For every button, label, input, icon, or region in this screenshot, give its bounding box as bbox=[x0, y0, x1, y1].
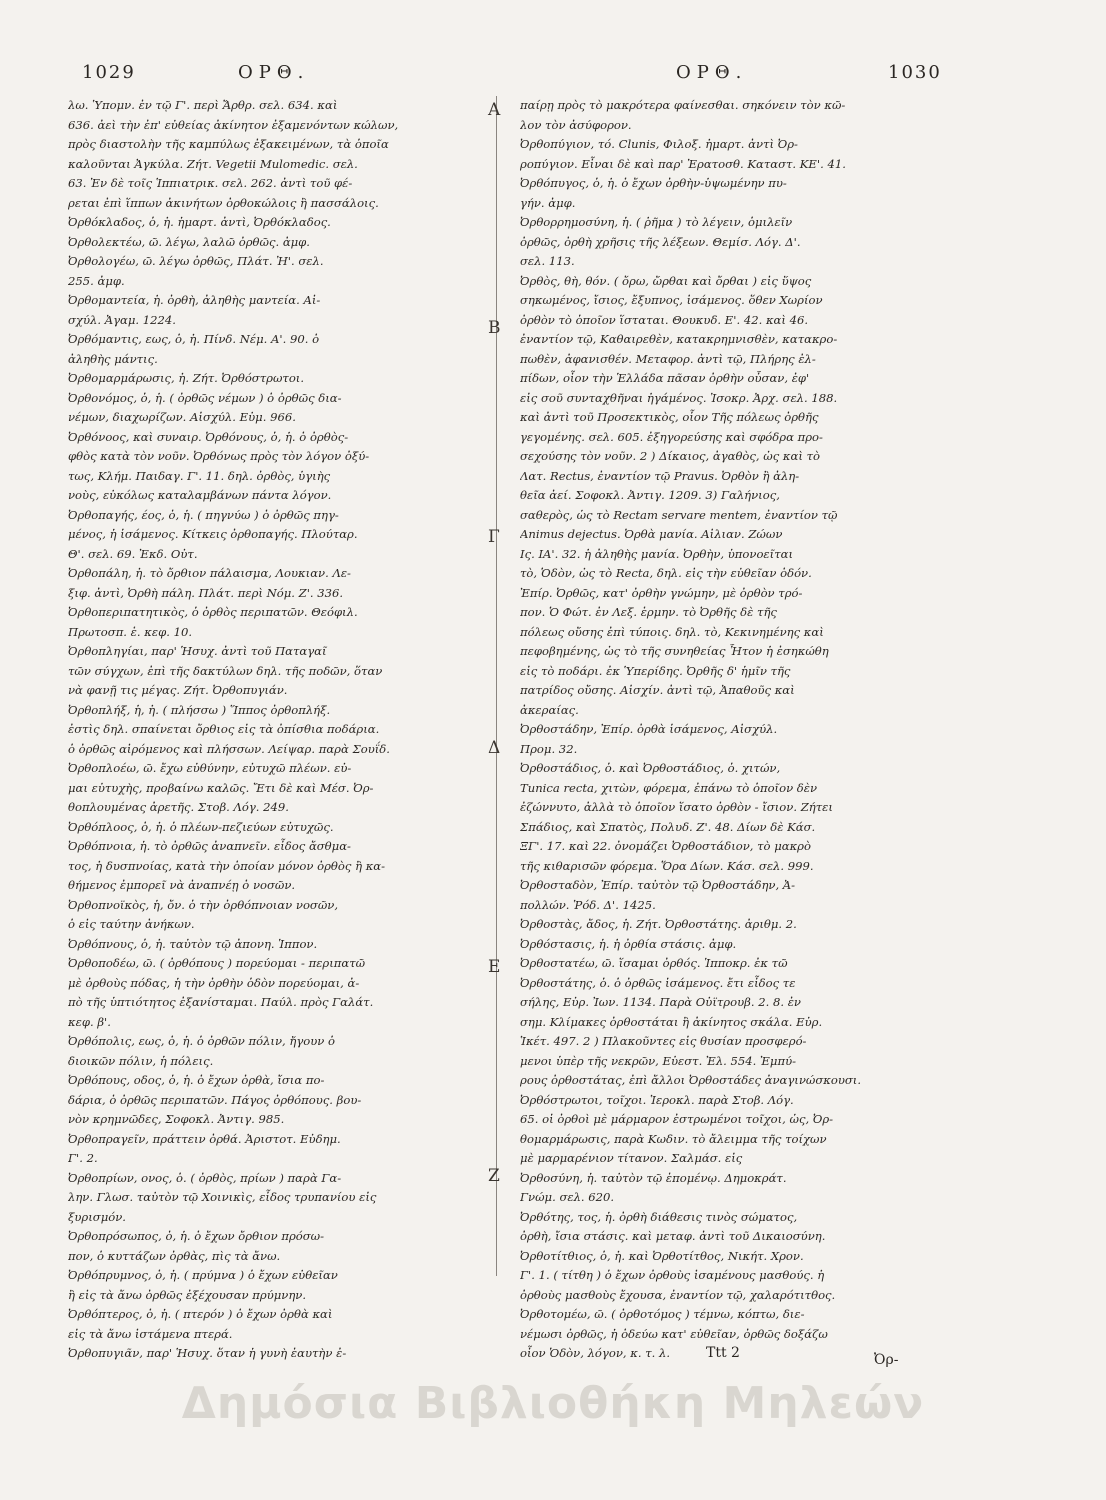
text-line: ἐζώννυτο, ἀλλὰ τὸ ὁποῖον ἵσατο ὀρθὸν - ἴσιον. Ζήτει bbox=[520, 800, 833, 814]
margin-letter: B bbox=[488, 318, 501, 338]
text-line: Ἐπίρ. Ὀρθῶς, κατ' ὀρθὴν γνώμην, μὲ ὀρθὸν τρό- bbox=[520, 585, 803, 600]
text-line: λον τὸν ἀσύφορον. bbox=[520, 117, 632, 132]
text-line: Ὀρθότης, τος, ἡ. ὀρθὴ διάθεσις τινὸς σώματος, bbox=[520, 1209, 798, 1224]
text-line: πρὸς διαστολὴν τῆς καμπύλως ἐξακειμένων, τὰ ὁποῖα bbox=[68, 137, 389, 151]
text-line: Προμ. 32. bbox=[520, 741, 578, 756]
text-line: τῆς κιθαρισῶν φόρεμα. Ὅρα Δίων. Κάσ. σελ. 999. bbox=[520, 858, 814, 873]
text-line: ρεται ἐπὶ ἵππων ἀκινήτων ὀρθοκώλοις ἢ πασσάλοις. bbox=[68, 195, 379, 210]
text-line: λω. Ὑπομν. ἐν τῷ Γ'. περὶ Ἄρθρ. σελ. 634. καὶ bbox=[68, 98, 338, 112]
text-line: Ὀρθόπους, οδος, ὁ, ἡ. ὁ ἔχων ὀρθὰ, ἴσια πο- bbox=[68, 1073, 325, 1087]
text-line: Ὀρθοστάτης, ὁ. ὁ ὀρθῶς ἱσάμενος. ἔτι εἶδος τε bbox=[520, 975, 796, 990]
text-line: 63. Ἐν δὲ τοῖς Ἱππιατρικ. σελ. 262. ἀντὶ τοῦ φέ- bbox=[68, 176, 353, 190]
text-line: νέμων, διαχωρίζων. Αἰσχύλ. Εὐμ. 966. bbox=[68, 410, 296, 424]
text-line: σελ. 113. bbox=[520, 254, 575, 268]
text-line: 255. ἀμφ. bbox=[68, 273, 125, 288]
text-line: Ὀρθόπυγος, ὁ, ἡ. ὁ ἔχων ὀρθὴν-ὑψωμένην πυ- bbox=[520, 176, 787, 190]
text-line: Ὀρθολεκτέω, ῶ. λέγω, λαλῶ ὀρθῶς. ἀμφ. bbox=[68, 234, 310, 249]
text-line: θήμενος ἐμπορεῖ νὰ ἀναπνέῃ ὁ νοσῶν. bbox=[68, 878, 296, 892]
text-line: Ὀρθομαρμάρωσις, ἡ. Ζήτ. Ὀρθόστρωτοι. bbox=[68, 371, 305, 385]
text-line: τὸ, Ὁδὸν, ὡς τὸ Recta, δηλ. εἰς τὴν εὐθεῖαν ὁδόν. bbox=[520, 566, 812, 580]
running-header bbox=[0, 62, 1106, 92]
text-line: Ὀρθοστάδιος, ὁ. καὶ Ὀρθοστάδιος, ὁ. χιτών, bbox=[520, 761, 781, 775]
text-line: Ὀρθομαντεία, ἡ. ὀρθὴ, ἀληθὴς μαντεία. Αἰ- bbox=[68, 293, 321, 307]
text-line: ξυρισμόν. bbox=[68, 1209, 126, 1224]
text-line: Ὀρθοπάλη, ἡ. τὸ ὄρθιον πάλαισμα, Λουκιαν. Λε- bbox=[68, 566, 351, 580]
text-line: Ὀρθόπρυμνος, ὁ, ἡ. ( πρύμνα ) ὁ ἔχων εὐθεῖαν bbox=[68, 1268, 338, 1282]
text-line: καὶ ἀντὶ τοῦ Προσεκτικὸς, οἷον Τῆς πόλεως ὀρθῆς bbox=[520, 410, 819, 424]
text-line: νέμωσι ὀρθῶς, ἡ ὁδεύω κατ' εὐθεῖαν, ὀρθῶς δοξάζω bbox=[520, 1326, 828, 1341]
text-line: ἀκεραίας. bbox=[520, 702, 579, 717]
text-line: σηκωμένος, ἴσιος, ἔξυπνος, ἱσάμενος. ὅθεν Χωρίον bbox=[520, 293, 823, 307]
text-line: Ὀρθοπνοϊκὸς, ἡ, ὄν. ὁ τὴν ὀρθόπνοιαν νοσῶν, bbox=[68, 897, 339, 912]
text-line: Ἱκέτ. 497. 2 ) Πλακοῦντες εἰς θυσίαν προσφερό- bbox=[520, 1034, 807, 1048]
library-watermark: Δημόσια Βιβλιοθήκη Μηλεών bbox=[181, 1378, 925, 1429]
text-line: εἰς τὰ ἄνω ἱστάμενα πτερά. bbox=[68, 1326, 233, 1341]
text-line: Ὀρθοσύνη, ἡ. ταὐτὸν τῷ ἑπομένῳ. Δημοκράτ. bbox=[520, 1170, 787, 1185]
text-line: Ὀρθορρημοσύνη, ἡ. ( ῥῆμα ) τὸ λέγειν, ὁμιλεῖν bbox=[520, 215, 793, 229]
text-line: Θ'. σελ. 69. Ἐκδ. Οὐτ. bbox=[68, 546, 198, 561]
text-line: δάρια, ὁ ὀρθῶς περιπατῶν. Πάγος ὀρθόπους. βου- bbox=[68, 1092, 362, 1107]
text-line: Animus dejectus. Ὀρθὰ μανία. Αἰλιαν. Ζώων bbox=[520, 527, 783, 541]
text-line: ρους ὀρθοστάτας, ἐπὶ ἄλλοι Ὀρθοστάδες ἀναγινώσκουσι. bbox=[520, 1073, 862, 1087]
text-line: Tunica recta, χιτὼν, φόρεμα, ἐπάνω τὸ ὁποῖον δὲν bbox=[520, 780, 818, 795]
text-line: ἢ εἰς τὰ ἄνω ὀρθῶς ἐξέχουσαν πρύμνην. bbox=[68, 1287, 307, 1302]
text-line: πολλών. Ῥόδ. Δ'. 1425. bbox=[520, 897, 656, 912]
text-line: ὀρθοὺς μασθοὺς ἔχουσα, ἐναντίον τῷ, χαλαρότιτθος. bbox=[520, 1287, 836, 1302]
text-line: σεχούσης τὸν νοῦν. 2 ) Δίκαιος, ἀγαθὸς, ὡς καὶ τὸ bbox=[520, 449, 820, 463]
margin-letter: A bbox=[488, 100, 501, 120]
text-line: Ὀρθόκλαδος, ὁ, ἡ. ἡμαρτ. ἀντὶ, Ὀρθόκλαδος. bbox=[68, 215, 331, 229]
text-line: Ὀρθόπτερος, ὁ, ἡ. ( πτερόν ) ὁ ἔχων ὀρθὰ καὶ bbox=[68, 1307, 333, 1321]
text-line: Ὀρθοποδέω, ῶ. ( ὀρθόπους ) πορεύομαι - περιπατῶ bbox=[68, 956, 366, 970]
text-line: γήν. ἀμφ. bbox=[520, 195, 576, 210]
text-line: πωθὲν, ἀφανισθέν. Μεταφορ. ἀντὶ τῷ, Πλήρης ἐλ- bbox=[520, 351, 816, 366]
text-line: Ὀρθοστάδην, Ἐπίρ. ὀρθὰ ἱσάμενος, Αἰσχύλ. bbox=[520, 722, 778, 736]
page-number-right: 1030 bbox=[888, 62, 942, 83]
margin-letter: Δ bbox=[488, 738, 501, 758]
text-line: Ὀρθοπλοέω, ῶ. ἔχω εὐθύνην, εὐτυχῶ πλέων. εὐ- bbox=[68, 761, 352, 775]
text-line: ὁ εἰς ταύτην ἀνήκων. bbox=[68, 917, 195, 931]
text-line: ἐναντίον τῷ, Καθαιρεθὲν, κατακρημνισθὲν, κατακρο- bbox=[520, 332, 838, 346]
text-line: Ὀρθοτίτθιος, ὁ, ἡ. καὶ Ὀρθοτίτθος, Νικήτ. Χρον. bbox=[520, 1248, 804, 1263]
margin-letter: Γ bbox=[488, 527, 500, 547]
text-line: τῶν σύγχων, ἐπὶ τῆς δακτύλων δηλ. τῆς ποδῶν, ὅταν bbox=[68, 663, 383, 678]
text-line: Ὀρθόπνοια, ἡ. τὸ ὀρθῶς ἀναπνεῖν. εἶδος ἄσθμα- bbox=[68, 839, 351, 853]
text-line: Ὀρθοπαγής, έος, ὁ, ἡ. ( πηγνύω ) ὁ ὀρθῶς πηγ- bbox=[68, 507, 339, 522]
text-line: ὀρθὸν τὸ ὁποῖον ἵσταται. Θουκυδ. Ε'. 42. καὶ 46. bbox=[520, 312, 809, 327]
text-line: Ὀρθὸς, θὴ, θόν. ( ὄρω, ὤρθαι καὶ ὄρθαι ) εἰς ὕψος bbox=[520, 273, 812, 288]
text-line: μένος, ἡ ἱσάμενος. Κίτκεις ὀρθοπαγής. Πλούταρ. bbox=[68, 527, 358, 541]
text-line: Ὀρθοπρόσωπος, ὁ, ἡ. ὁ ἔχων ὄρθιον πρόσω- bbox=[68, 1229, 325, 1243]
text-line: μαι εὐτυχὴς, προβαίνω καλῶς. Ἔτι δὲ καὶ Μέσ. Ὀρ- bbox=[68, 780, 374, 795]
text-line: οἷον Ὁδὸν, λόγον, κ. τ. λ. bbox=[520, 1346, 671, 1360]
text-line: φθὸς κατὰ τὸν νοῦν. Ὀρθόνως πρὸς τὸν λόγον ὀξύ- bbox=[68, 449, 370, 463]
text-line: Ὀρθοσταδὸν, Ἐπίρ. ταὐτὸν τῷ Ὀρθοστάδην, Ἀ- bbox=[520, 878, 796, 892]
text-line: Ὀρθοπύγιον, τό. Clunis, Φιλοξ. ἡμαρτ. ἀντὶ Ὀρ- bbox=[520, 137, 798, 151]
margin-letter: E bbox=[488, 957, 501, 977]
text-line: Ὀρθοστὰς, ἄδος, ἡ. Ζήτ. Ὀρθοστάτης. ἀριθμ. 2. bbox=[520, 917, 797, 931]
text-line: Ὀρθοπυγιᾶν, παρ' Ἡσυχ. ὅταν ἡ γυνὴ ἑαυτὴν ἐ- bbox=[68, 1346, 347, 1360]
text-line: Ὀρθόνοος, καὶ συναιρ. Ὀρθόνους, ὁ, ἡ. ὁ ὀρθὸς- bbox=[68, 429, 349, 444]
text-line: σημ. Κλίμακες ὀρθοστάται ἢ ἀκίνητος σκάλα. Εὐρ. bbox=[520, 1014, 823, 1029]
text-line: πατρίδος οὔσης. Αἰσχίν. ἀντὶ τῷ, Ἀπαθοῦς καὶ bbox=[520, 683, 795, 697]
text-line: Ὀρθοπραγεῖν, πράττειν ὀρθά. Ἀριστοτ. Εὐδημ. bbox=[68, 1131, 341, 1146]
left-column bbox=[68, 96, 476, 1364]
catchword: Ὀρ- bbox=[874, 1352, 899, 1368]
text-line: εἰς σοῦ συνταχθῆναι ἠγάμένος. Ἰσοκρ. Ἀρχ. σελ. 188. bbox=[520, 390, 838, 405]
text-line: Ὀρθόστασις, ἡ. ἡ ὀρθία στάσις. ἀμφ. bbox=[520, 936, 737, 951]
text-line: ροπύγιον. Εἶναι δὲ καὶ παρ' Ἐρατοσθ. Καταστ. ΚΕ'. 41. bbox=[520, 156, 846, 171]
text-line: ὁ ὀρθῶς αἰρόμενος καὶ πλήσσων. Λείψαρ. παρὰ Σουΐδ. bbox=[68, 741, 390, 756]
text-line: ἀληθὴς μάντις. bbox=[68, 351, 158, 366]
text-line: λην. Γλωσ. ταὐτὸν τῷ Χοινικὶς, εἶδος τρυπανίου εἰς bbox=[68, 1190, 377, 1204]
text-line: Ὀρθονόμος, ὁ, ἡ. ( ὀρθῶς νέμων ) ὁ ὀρθῶς δια- bbox=[68, 390, 342, 405]
text-line: ξιφ. ἀντὶ, Ὀρθὴ πάλη. Πλάτ. περὶ Νόμ. Ζ'. 336. bbox=[68, 585, 344, 600]
text-line: πεφοβημένης, ὡς τὸ τῆς συνηθείας Ἦτον ἡ ἐσηκώθη bbox=[520, 644, 829, 658]
text-line: Ὀρθοπεριπατητικὸς, ὁ ὀρθὸς περιπατῶν. Θεόφιλ. bbox=[68, 605, 358, 619]
text-line: γεγομένης. σελ. 605. ἐξηγορεύσης καὶ σφόδρα προ- bbox=[520, 429, 823, 444]
text-line: μὲ ὀρθοὺς πόδας, ἡ τὴν ὀρθὴν ὁδὸν πορεύομαι, ἀ- bbox=[68, 975, 360, 990]
text-line: 65. οἱ ὀρθοὶ μὲ μάρμαρον ἐστρωμένοι τοῖχοι, ὡς, Ὀρ- bbox=[520, 1112, 834, 1126]
text-line: τως, Κλήμ. Παιδαγ. Γ'. 11. δηλ. ὀρθὸς, ὑγιὴς bbox=[68, 468, 331, 483]
text-line: Σπάδιος, καὶ Σπατὸς, Πολυδ. Ζ'. 48. Δίων δὲ Κάσ. bbox=[520, 819, 816, 834]
text-line: Ὀρθοπλήξ, ἡ, ἡ. ( πλήσσω ) Ἵππος ὀρθοπλήξ. bbox=[68, 702, 331, 717]
text-line: Ὀρθοπληγίαι, παρ' Ἡσυχ. ἀντὶ τοῦ Παταγαῖ bbox=[68, 644, 327, 658]
text-line: Πρωτοσπ. ἑ. κεφ. 10. bbox=[68, 624, 193, 639]
text-line: σχύλ. Ἀγαμ. 1224. bbox=[68, 312, 176, 327]
text-line: Γ'. 2. bbox=[68, 1151, 98, 1165]
text-line: Ὀρθόπολις, εως, ὁ, ἡ. ὁ ὀρθῶν πόλιν, ἤγουν ὁ bbox=[68, 1034, 336, 1048]
running-head-left: ΟΡΘ. bbox=[238, 62, 310, 83]
text-line: Ὀρθόπλοος, ὁ, ἡ. ὁ πλέων-πεζιεύων εὐτυχῶς. bbox=[68, 819, 334, 834]
text-line: νοὺς, εὐκόλως καταλαμβάνων πάντα λόγον. bbox=[68, 488, 332, 502]
text-line: ὀρθῶς, ὀρθὴ χρῆσις τῆς λέξεων. Θεμίσ. Λόγ. Δ'. bbox=[520, 234, 801, 249]
text-line: 636. ἀεὶ τὴν ἐπ' εὐθείας ἀκίνητον ἐξαμενόντων κώλων, bbox=[68, 117, 399, 132]
text-line: τος, ἡ δυσπνοίας, κατὰ τὴν ὁποίαν μόνον ὀρθὸς ἢ κα- bbox=[68, 858, 386, 873]
text-line: ΞΓ'. 17. καὶ 22. ὀνομάζει Ὀρθοστάδιον, τὸ μακρὸ bbox=[520, 839, 811, 853]
text-line: Ις. ΙΑ'. 32. ἡ ἀληθὴς μανία. Ὀρθὴν, ὑπονοεῖται bbox=[520, 546, 793, 561]
text-line: Ὀρθόστρωτοι, τοῖχοι. Ἱεροκλ. παρὰ Στοβ. Λόγ. bbox=[520, 1092, 794, 1107]
text-line: εἰς τὸ ποδάρι. ἐκ Ὑπερίδης. Ὀρθῆς δ' ἡμῖν τῆς bbox=[520, 663, 791, 678]
text-line: πόλεως οὔσης ἐπὶ τύποις. δηλ. τὸ, Κεκινημένης καὶ bbox=[520, 624, 824, 639]
running-head-right: ΟΡΘ. bbox=[676, 62, 748, 83]
text-line: μὲ μαρμαρένιον τίτανον. Σαλμάσ. εἰς bbox=[520, 1151, 743, 1165]
text-line: θεῖα ἀεί. Σοφοκλ. Ἀντιγ. 1209. 3) Γαλήνιος, bbox=[520, 488, 780, 502]
text-line: Λατ. Rectus, ἐναντίον τῷ Pravus. Ὀρθὸν ἢ ἀλη- bbox=[520, 468, 800, 483]
text-line: σήλης, Εὐρ. Ἰων. 1134. Παρὰ Οὐϊτρουβ. 2. 8. ἐν bbox=[520, 995, 801, 1009]
text-line: Γνώμ. σελ. 620. bbox=[520, 1190, 615, 1204]
text-line: πίδων, οἷον τὴν Ἑλλάδα πᾶσαν ὀρθὴν οὖσαν, ἐφ' bbox=[520, 371, 810, 385]
signature-mark: Ttt 2 bbox=[706, 1345, 740, 1361]
text-line: θοπλουμένας ἀρετῆς. Στοβ. Λόγ. 249. bbox=[68, 800, 289, 814]
text-line: σαθερὸς, ὡς τὸ Rectam servare mentem, ἐναντίον τῷ bbox=[520, 507, 838, 522]
text-line: Ὀρθοπρίων, ονος, ὁ. ( ὀρθὸς, πρίων ) παρὰ Γα- bbox=[68, 1170, 342, 1185]
page-number-left: 1029 bbox=[82, 62, 136, 83]
text-line: παίρῃ πρὸς τὸ μακρότερα φαίνεσθαι. σηκόνειν τὸν κῶ- bbox=[520, 98, 846, 112]
text-line: πὸ τῆς ὑπτιότητος ἐξανίσταμαι. Παύλ. πρὸς Γαλάτ. bbox=[68, 995, 374, 1009]
text-line: ὀρθὴ, ἴσια στάσις. καὶ μεταφ. ἀντὶ τοῦ Δικαιοσύνη. bbox=[520, 1229, 826, 1243]
text-line: μενοι ὑπὲρ τῆς νεκρῶν, Εὐεστ. Ἐλ. 554. Ἐμπύ- bbox=[520, 1053, 797, 1068]
margin-letter: Z bbox=[488, 1166, 500, 1186]
text-line: θομαρμάρωσις, παρὰ Κωδιν. τὸ ἄλειμμα τῆς τοίχων bbox=[520, 1131, 827, 1146]
text-line: Ὀρθόπνους, ὁ, ἡ. ταὐτὸν τῷ ἀπονη. Ἱππον. bbox=[68, 936, 318, 951]
text-line: νὸν κρημνῶδες, Σοφοκλ. Ἀντιγ. 985. bbox=[68, 1112, 285, 1126]
text-line: Ὀρθοτομέω, ῶ. ( ὀρθοτόμος ) τέμνω, κόπτω, διε- bbox=[520, 1307, 805, 1321]
text-line: νὰ φανῇ τις μέγας. Ζήτ. Ὀρθοπυγιάν. bbox=[68, 683, 288, 697]
text-line: Ὀρθολογέω, ῶ. λέγω ὀρθῶς, Πλάτ. Ἠ'. σελ. bbox=[68, 254, 324, 268]
text-line: καλοῦνται Ἀγκύλα. Ζήτ. Vegetii Mulomedic. σελ. bbox=[68, 156, 358, 171]
text-line: διοικῶν πόλιν, ἡ πόλεις. bbox=[68, 1053, 214, 1068]
right-column bbox=[520, 96, 950, 1364]
text-line: Ὀρθόμαντις, εως, ὁ, ἡ. Πίνδ. Νέμ. Α'. 90. ὁ bbox=[68, 332, 320, 346]
text-line: κεφ. β'. bbox=[68, 1014, 111, 1029]
text-line: ἐστὶς δηλ. σπαίνεται ὄρθιος εἰς τὰ ὀπίσθια ποδάρια. bbox=[68, 722, 380, 736]
text-line: Ὀρθοστατέω, ῶ. ἵσαμαι ὀρθός. Ἱπποκρ. ἐκ τῶ bbox=[520, 956, 788, 970]
text-line: πον. Ὁ Φώτ. ἐν Λεξ. ἑρμην. τὸ Ὀρθῆς δὲ τῆς bbox=[520, 605, 777, 619]
text-line: πον, ὁ κυττάζων ὀρθὰς, πὶς τὰ ἄνω. bbox=[68, 1248, 281, 1263]
text-line: Γ'. 1. ( τίτθη ) ὁ ἔχων ὀρθοὺς ἱσαμένους μασθούς. ἡ bbox=[520, 1268, 825, 1282]
column-divider bbox=[496, 96, 497, 1276]
